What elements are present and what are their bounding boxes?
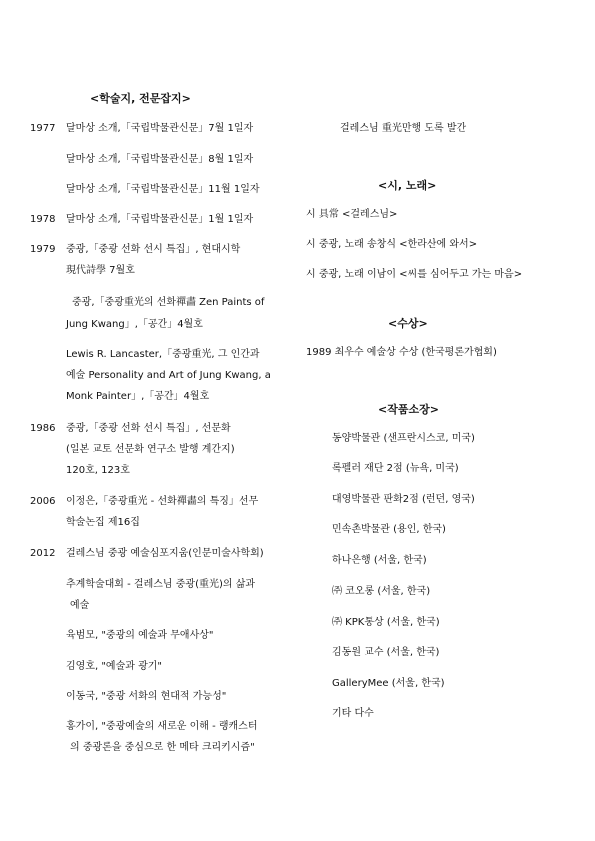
entry-line: 중광,「중광 선화 선시 특집」, 현대시학 — [66, 244, 241, 255]
entry-year: 1986 — [30, 423, 56, 434]
entry-line: 달마상 소개,「국립박물관신문」8월 1일자 — [66, 154, 254, 165]
poem-item: 시 중광, 노래 이남이 <씨를 심어두고 가는 마음> — [306, 269, 523, 280]
entry-year: 1977 — [30, 123, 56, 134]
collection-item: 기타 다수 — [332, 708, 374, 719]
collection-item: ㈜ 코오롱 (서울, 한국) — [332, 586, 431, 597]
entry-line: Lewis R. Lancaster,「중광重光, 그 인간과 — [66, 349, 260, 360]
poem-heading: <시, 노래> — [378, 179, 437, 192]
entry-line: 김영호, "예술과 광기" — [66, 661, 163, 672]
journal-heading: <학술지, 전문잡지> — [90, 92, 191, 105]
entry-line: Monk Painter」,「공간」4월호 — [66, 391, 210, 402]
entry-year: 2012 — [30, 548, 56, 559]
collection-item: 동양박물관 (샌프란시스코, 미국) — [332, 433, 475, 444]
entry-year: 2006 — [30, 496, 56, 507]
collection-item: 김동원 교수 (서울, 한국) — [332, 647, 440, 658]
entry-line: 육범모, "중광의 예술과 무애사상" — [66, 630, 214, 641]
entry-line: 예술 — [70, 600, 90, 611]
poem-item: 시 具常 <걸레스님> — [306, 209, 398, 220]
entry-year: 1979 — [30, 244, 56, 255]
poem-item: 시 중광, 노래 송창식 <한라산에 와서> — [306, 239, 478, 250]
collection-item: ㈜ KPK통상 (서울, 한국) — [332, 617, 440, 628]
collection-item: 하나은행 (서울, 한국) — [332, 555, 427, 566]
entry-line: 예술 Personality and Art of Jung Kwang, a — [66, 370, 271, 381]
entry-line: 달마상 소개,「국립박물관신문」11월 1일자 — [66, 184, 260, 195]
entry-line: 달마상 소개,「국립박물관신문」7월 1일자 — [66, 123, 254, 134]
entry-line: 학술논집 제16집 — [66, 517, 140, 528]
award-heading: <수상> — [388, 317, 428, 330]
collection-heading: <작품소장> — [378, 403, 439, 416]
entry-line: Jung Kwang」,「공간」4월호 — [66, 319, 203, 330]
entry-line: 이동국, "중광 서화의 현대적 가능성" — [66, 691, 227, 702]
entry-line: 걸레스님 중광 예술심포지움(인문미술사학회) — [66, 548, 264, 559]
entry-line: 달마상 소개,「국립박물관신문」1월 1일자 — [66, 214, 254, 225]
catalog-publication: 걸레스님 重光만행 도록 발간 — [340, 123, 467, 134]
collection-item: 대영박물관 판화2점 (런던, 영국) — [332, 494, 475, 505]
award-item: 1989 최우수 예술상 수상 (한국평론가협회) — [306, 347, 497, 358]
entry-year: 1978 — [30, 214, 56, 225]
entry-line: 중광,「중광重光의 선화禪畵 Zen Paints of — [72, 297, 265, 308]
entry-line: 중광,「중광 선화 선시 특집」, 선문화 — [66, 423, 231, 434]
entry-line: 120호, 123호 — [66, 465, 130, 476]
entry-line: (일본 교토 선문화 연구소 발행 계간지) — [66, 444, 235, 455]
entry-line: 現代詩學 7월호 — [66, 265, 135, 276]
entry-line: 이정은,「중광重光 - 선화禪畵의 특징」선무 — [66, 496, 259, 507]
collection-item: 민속촌박물관 (용인, 한국) — [332, 524, 446, 535]
collection-item: GalleryMee (서울, 한국) — [332, 678, 445, 689]
collection-item: 록펠러 재단 2점 (뉴욕, 미국) — [332, 463, 459, 474]
entry-line: 추계학술대회 - 걸레스님 중광(重光)의 삶과 — [66, 579, 256, 590]
entry-line: 의 중광론을 중심으로 한 메타 크리키시즘" — [70, 742, 255, 753]
entry-line: 홍가이, "중광예술의 새로운 이해 - 랭캐스터 — [66, 721, 258, 732]
